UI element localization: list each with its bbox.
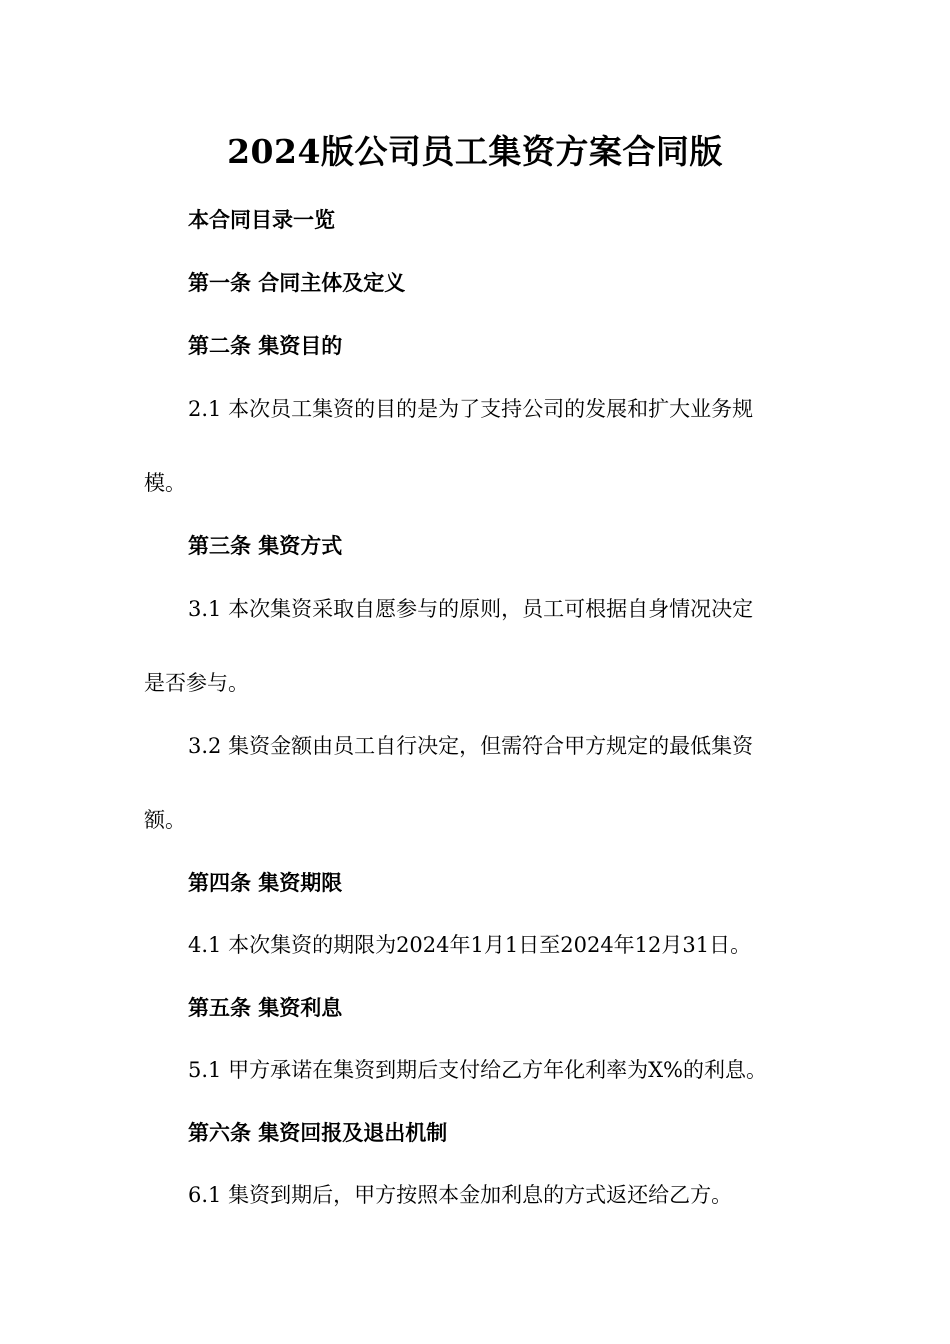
section-3-paragraph-1-continued: 是否参与。 [144,671,249,695]
section-4-heading: 第四条 集资期限 [188,870,343,895]
section-3-paragraph-1: 3.1 本次集资采取自愿参与的原则，员工可根据自身情况决定 [188,597,754,621]
section-5-paragraph-1: 5.1 甲方承诺在集资到期后支付给乙方年化利率为X%的利息。 [188,1058,767,1082]
section-6-heading: 第六条 集资回报及退出机制 [188,1120,448,1145]
section-2-heading: 第二条 集资目的 [188,333,343,358]
section-3-paragraph-2: 3.2 集资金额由员工自行决定，但需符合甲方规定的最低集资 [188,734,754,758]
section-4-paragraph-1: 4.1 本次集资的期限为2024年1月1日至2024年12月31日。 [188,933,752,957]
section-2-paragraph-1-continued: 模。 [144,471,186,495]
section-6-paragraph-1: 6.1 集资到期后，甲方按照本金加利息的方式返还给乙方。 [188,1183,733,1207]
section-2-paragraph-1: 2.1 本次员工集资的目的是为了支持公司的发展和扩大业务规 [188,397,754,421]
document-title: 2024版公司员工集资方案合同版 [227,132,723,171]
section-1-heading: 第一条 合同主体及定义 [188,270,406,295]
section-3-heading: 第三条 集资方式 [188,533,343,558]
section-5-heading: 第五条 集资利息 [188,995,343,1020]
toc-heading: 本合同目录一览 [188,207,335,232]
section-3-paragraph-2-continued: 额。 [144,808,186,832]
